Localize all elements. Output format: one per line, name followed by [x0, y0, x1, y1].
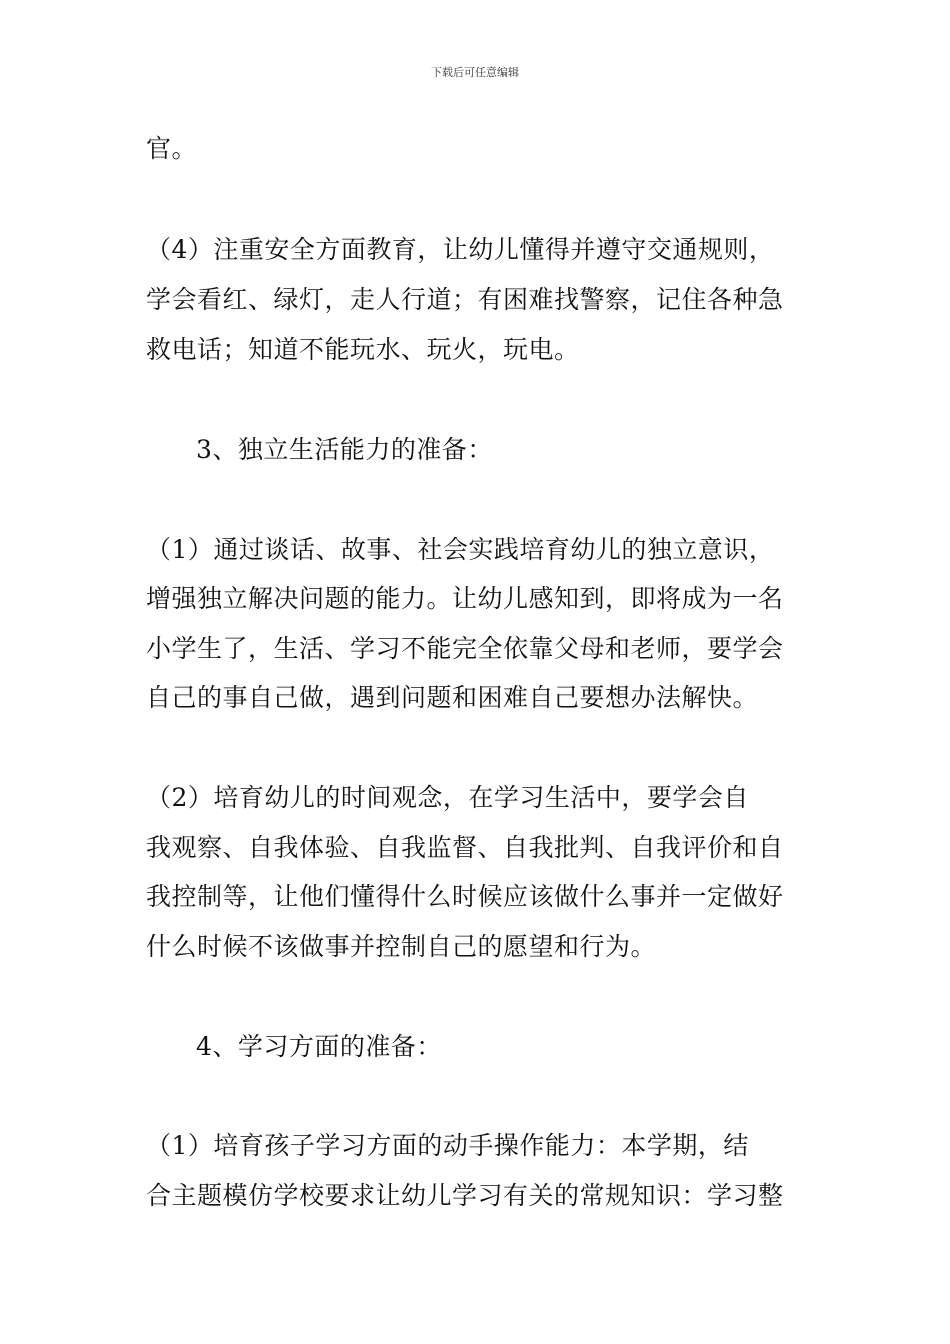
text-line: （1）培育孩子学习方面的动手操作能力：本学期，结 [146, 1131, 749, 1160]
text-line: （2）培育幼儿的时间观念，在学习生活中，要学会自 [146, 783, 749, 812]
text-line: 增强独立解决问题的能力。让幼儿感知到，即将成为一名 [146, 584, 784, 613]
text-line: 学会看红、绿灯，走人行道；有困难找警察，记住各种急 [146, 285, 784, 314]
section-heading: 4、学习方面的准备： [196, 1032, 442, 1061]
text-line: （4）注重安全方面教育，让幼儿懂得并遵守交通规则， [146, 235, 775, 264]
text-line: 合主题模仿学校要求让幼儿学习有关的常规知识：学习整 [146, 1181, 784, 1210]
text-line: 官。 [146, 134, 198, 163]
text-line: （1）通过谈话、故事、社会实践培育幼儿的独立意识， [146, 535, 775, 564]
text-line: 自己的事自己做，遇到问题和困难自己要想办法解快。 [146, 683, 759, 712]
text-line: 我控制等，让他们懂得什么时候应该做什么事并一定做好 [146, 882, 784, 911]
text-line: 我观察、自我体验、自我监督、自我批判、自我评价和自 [146, 833, 784, 862]
text-line: 什么时候不该做事并控制自己的愿望和行为。 [146, 932, 657, 961]
text-line: 小学生了，生活、学习不能完全依靠父母和老师，要学会 [146, 634, 784, 663]
text-line: 救电话；知道不能玩水、玩火，玩电。 [146, 335, 580, 364]
section-heading: 3、独立生活能力的准备： [196, 435, 493, 464]
page-header: 下载后可任意编辑 [431, 66, 519, 79]
